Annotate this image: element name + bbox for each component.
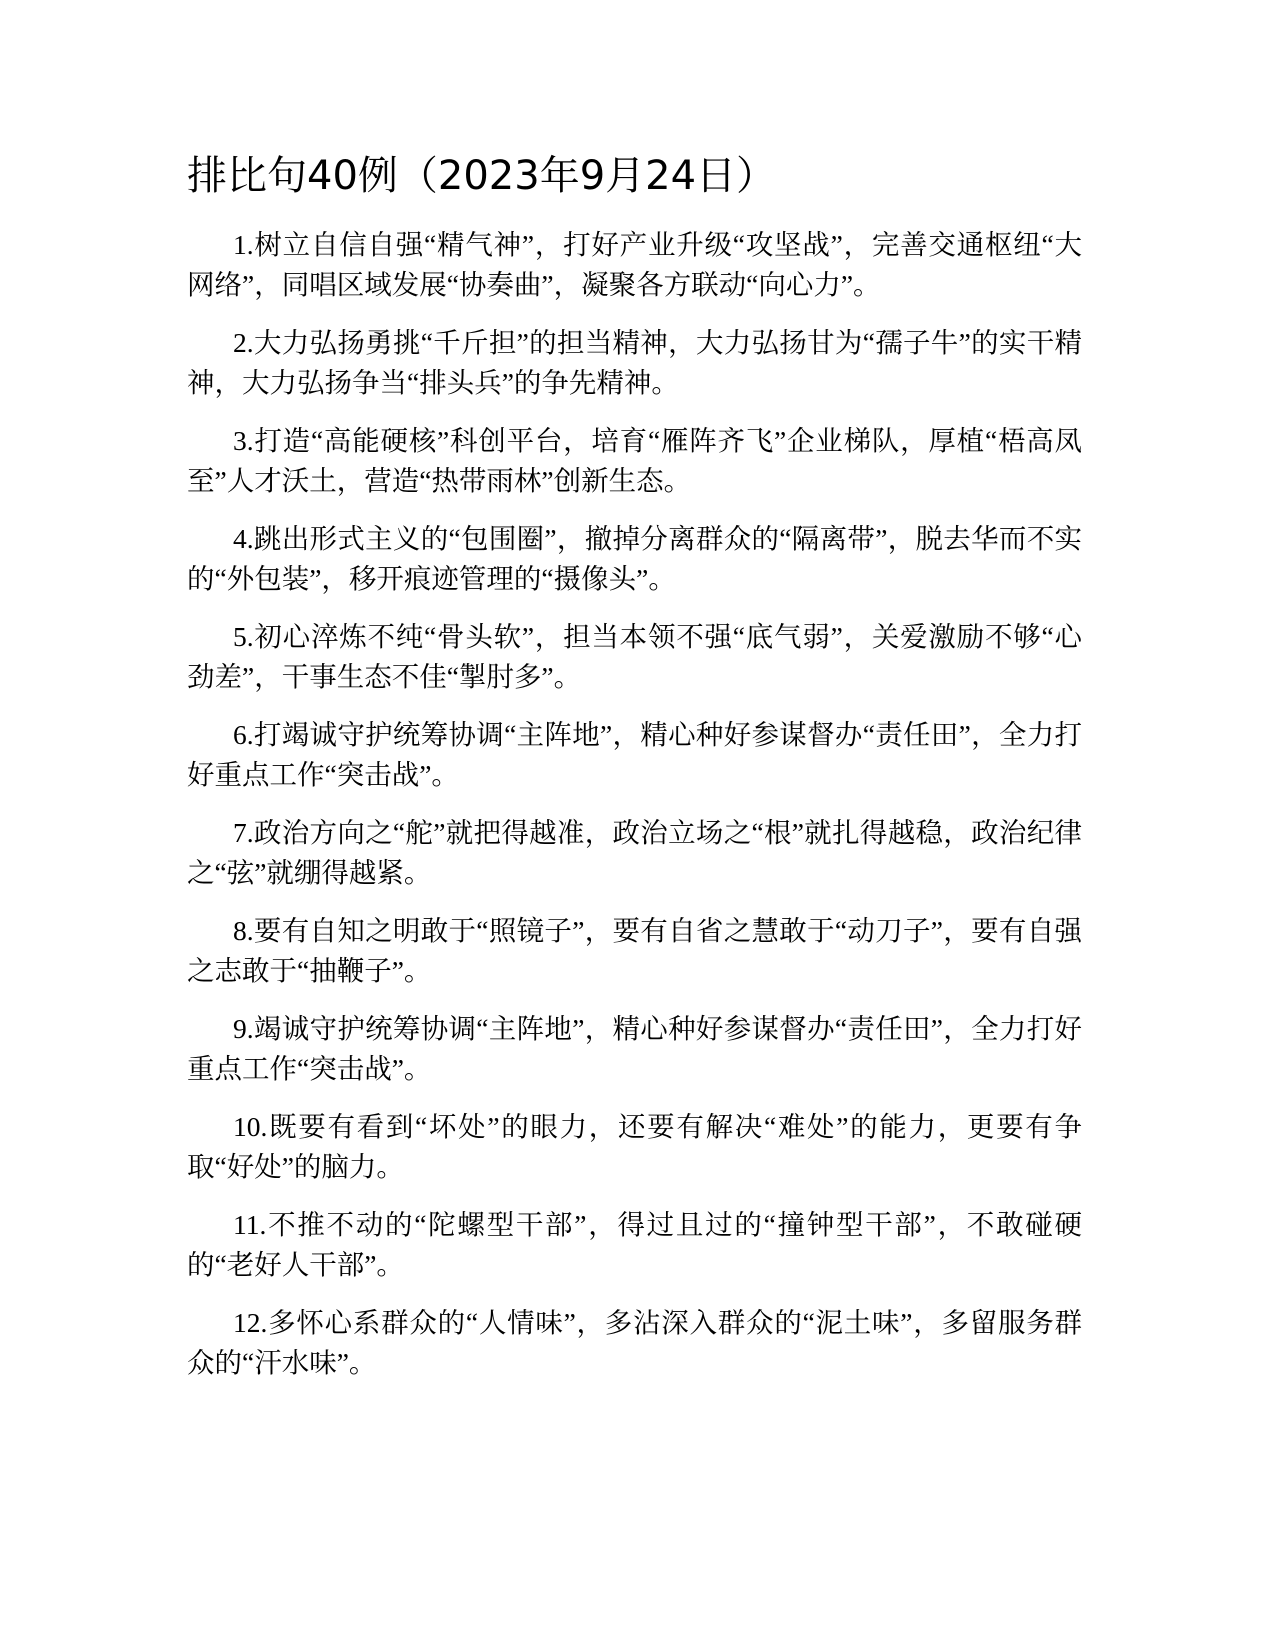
paragraph-item: 12.多怀心系群众的“人情味”，多沾深入群众的“泥土味”，多留服务群众的“汗水味”。	[187, 1307, 1082, 1378]
paragraph-item: 8.要有自知之明敢于“照镜子”，要有自省之慧敢于“动刀子”，要有自强之志敢于“抽鞭子”。	[187, 915, 1082, 986]
paragraph-item: 4.跳出形式主义的“包围圈”，撤掉分离群众的“隔离带”，脱去华而不实的“外包装”，移开痕迹管理的“摄像头”。	[187, 523, 1082, 594]
paragraph-item: 9.竭诚守护统筹协调“主阵地”，精心种好参谋督办“责任田”，全力打好重点工作“突击战”。	[187, 1013, 1082, 1084]
paragraph-item: 6.打竭诚守护统筹协调“主阵地”，精心种好参谋督办“责任田”，全力打好重点工作“突击战”。	[187, 719, 1082, 790]
paragraph-item: 3.打造“高能硬核”科创平台，培育“雁阵齐飞”企业梯队，厚植“梧高凤至”人才沃土，营造“热带雨林”创新生态。	[187, 425, 1082, 496]
document-title: 排比句40例（2023年9月24日）	[187, 153, 777, 199]
paragraph-item: 10.既要有看到“坏处”的眼力，还要有解决“难处”的能力，更要有争取“好处”的脑力。	[187, 1111, 1082, 1182]
paragraph-item: 5.初心淬炼不纯“骨头软”，担当本领不强“底气弱”，关爱激励不够“心劲差”，干事生态不佳“掣肘多”。	[187, 621, 1082, 692]
paragraph-item: 1.树立自信自强“精气神”，打好产业升级“攻坚战”，完善交通枢纽“大网络”，同唱区域发展“协奏曲”，凝聚各方联动“向心力”。	[187, 229, 1082, 300]
paragraph-item: 2.大力弘扬勇挑“千斤担”的担当精神，大力弘扬甘为“孺子牛”的实干精神，大力弘扬争当“排头兵”的争先精神。	[187, 327, 1082, 398]
paragraph-item: 11.不推不动的“陀螺型干部”，得过且过的“撞钟型干部”，不敢碰硬的“老好人干部”。	[187, 1209, 1082, 1280]
paragraph-list	[187, 225, 1082, 1401]
paragraph-item: 7.政治方向之“舵”就把得越准，政治立场之“根”就扎得越稳，政治纪律之“弦”就绷得越紧。	[187, 817, 1082, 888]
